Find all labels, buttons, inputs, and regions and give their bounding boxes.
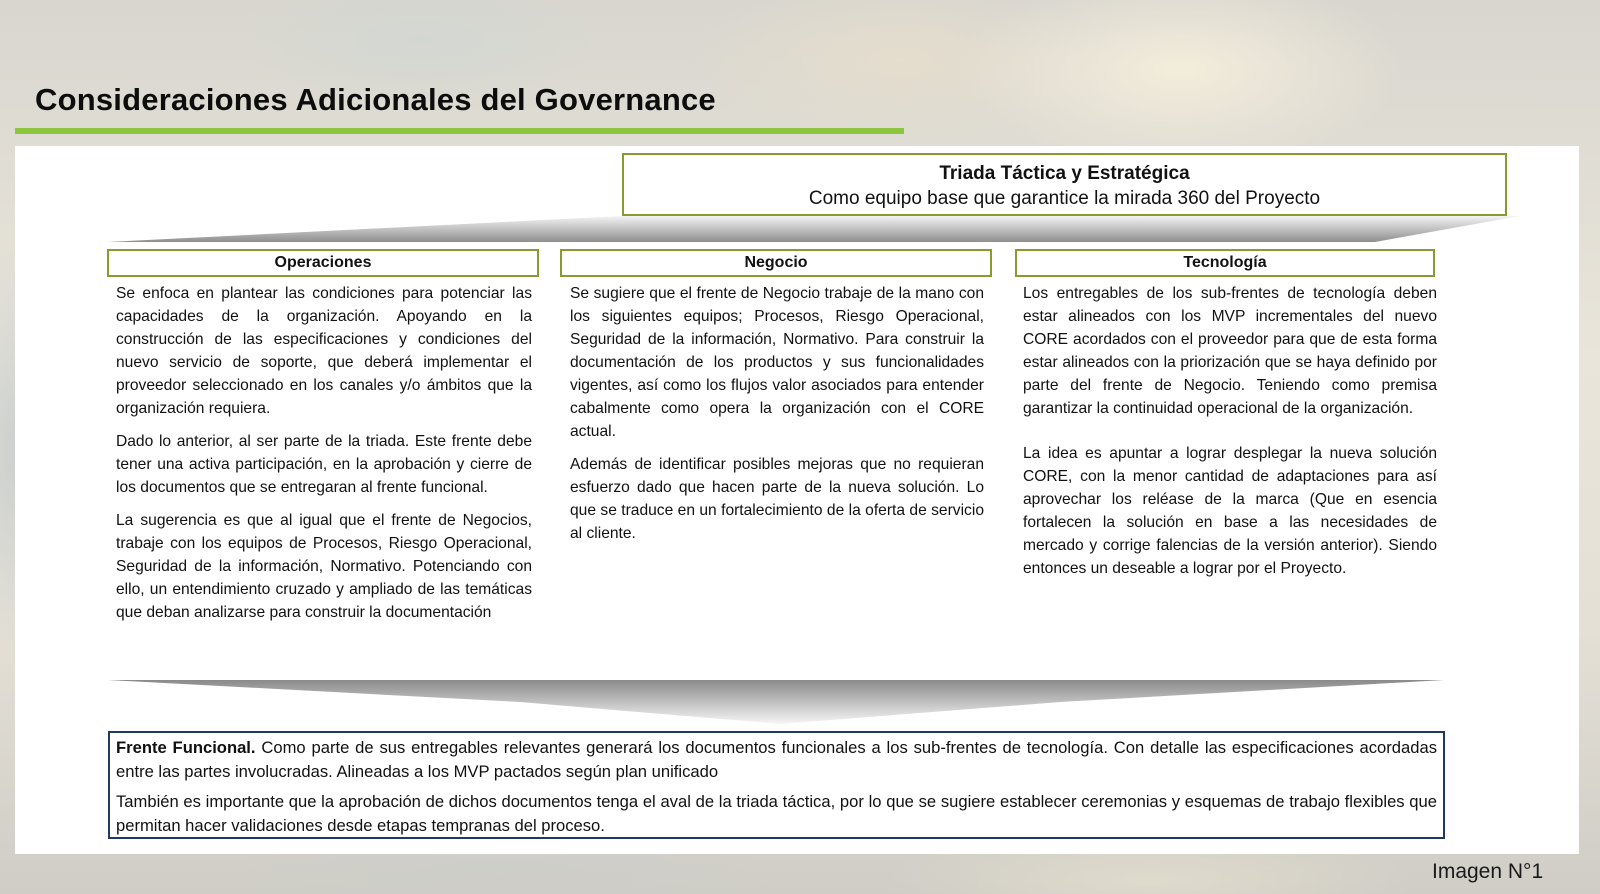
heading-negocio: Negocio: [560, 249, 992, 277]
triada-title: Triada Táctica y Estratégica: [939, 163, 1190, 184]
frente-paragraph-2: También es importante que la aprobación de dichos documentos tenga el aval de la triada táctica, por lo que se sugiere establecer ceremonias y esquemas de trabajo flexibles que permitan hacer validaciones desde etapas tempranas del proceso.: [116, 792, 1437, 835]
column-tecnologia: [1023, 282, 1437, 590]
heading-operaciones: Operaciones: [107, 249, 539, 277]
heading-tecnologia: Tecnología: [1015, 249, 1435, 277]
frente-paragraph-1: [116, 736, 1437, 784]
negocio-paragraph-1: Se sugiere que el frente de Negocio trabaje de la mano con los siguientes equipos; Procesos, Riesgo Operacional, Seguridad de la información, Normativo. Para construir la documentación de los productos y sus funcionalidades vigentes, así como los flujos valor asociados para entender cabalmente como opera la organización con el CORE actual.: [570, 285, 984, 440]
frente-funcional-box: [108, 731, 1445, 839]
negocio-paragraph-2: Además de identificar posibles mejoras que no requieran esfuerzo dado que hacen parte de la nueva solución. Lo que se traduce en un fortalecimiento de la oferta de servicio al cliente.: [570, 456, 984, 542]
tecnologia-paragraph-2: La idea es apuntar a lograr desplegar la nueva solución CORE, con la menor cantidad de adaptaciones para así aprovechar los reléase de la marca (Que en esencia fortalecen la solución en base a las necesidades de mercado y corrige falencias de la versión anterior). Siendo entonces un deseable a lograr por el Proyecto.: [1023, 445, 1437, 577]
frente-label: Frente Funcional.: [116, 738, 256, 757]
image-caption: Imagen N°1: [1432, 860, 1544, 883]
frente-text-1: Como parte de sus entregables relevantes generará los documentos funcionales a los sub-frentes de tecnología. Con detalle las especificaciones acordadas entre las partes involucradas. Alineadas a los MVP pactados según plan unificado: [116, 738, 1437, 781]
tecnologia-paragraph-1: Los entregables de los sub-frentes de tecnología deben estar alineados con los MVP incrementales del nuevo CORE acordados con el proveedor para que de esta forma estar alineados con la priorización que se haya definido por parte del frente de Negocio. Teniendo como premisa garantizar la continuidad operacional de la organización.: [1023, 285, 1437, 417]
column-negocio: [570, 282, 984, 555]
triada-box: [622, 153, 1507, 216]
operaciones-paragraph-3: La sugerencia es que al igual que el frente de Negocios, trabaje con los equipos de Procesos, Riesgo Operacional, Seguridad de la información, Normativo. Potenciando con ello, un entendimiento cruzado y ampliado de las temáticas que deban analizarse para construir la documentación: [116, 512, 532, 621]
triada-subtitle: Como equipo base que garantice la mirada 360 del Proyecto: [808, 188, 1321, 209]
operaciones-paragraph-1: Se enfoca en plantear las condiciones para potenciar las capacidades de la organización. Apoyando en la construcción de las especificaciones y condiciones del nuevo servicio de soporte, que deberá implementar el proveedor seleccionado en los canales y/o ámbitos que la organización requiera.: [116, 285, 532, 417]
column-operaciones: [116, 282, 532, 634]
operaciones-paragraph-2: Dado lo anterior, al ser parte de la triada. Este frente debe tener una activa participación, en la aprobación y cierre de los documentos que se entregaran al frente funcional.: [116, 433, 532, 496]
page-title: Consideraciones Adicionales del Governance: [35, 82, 716, 117]
